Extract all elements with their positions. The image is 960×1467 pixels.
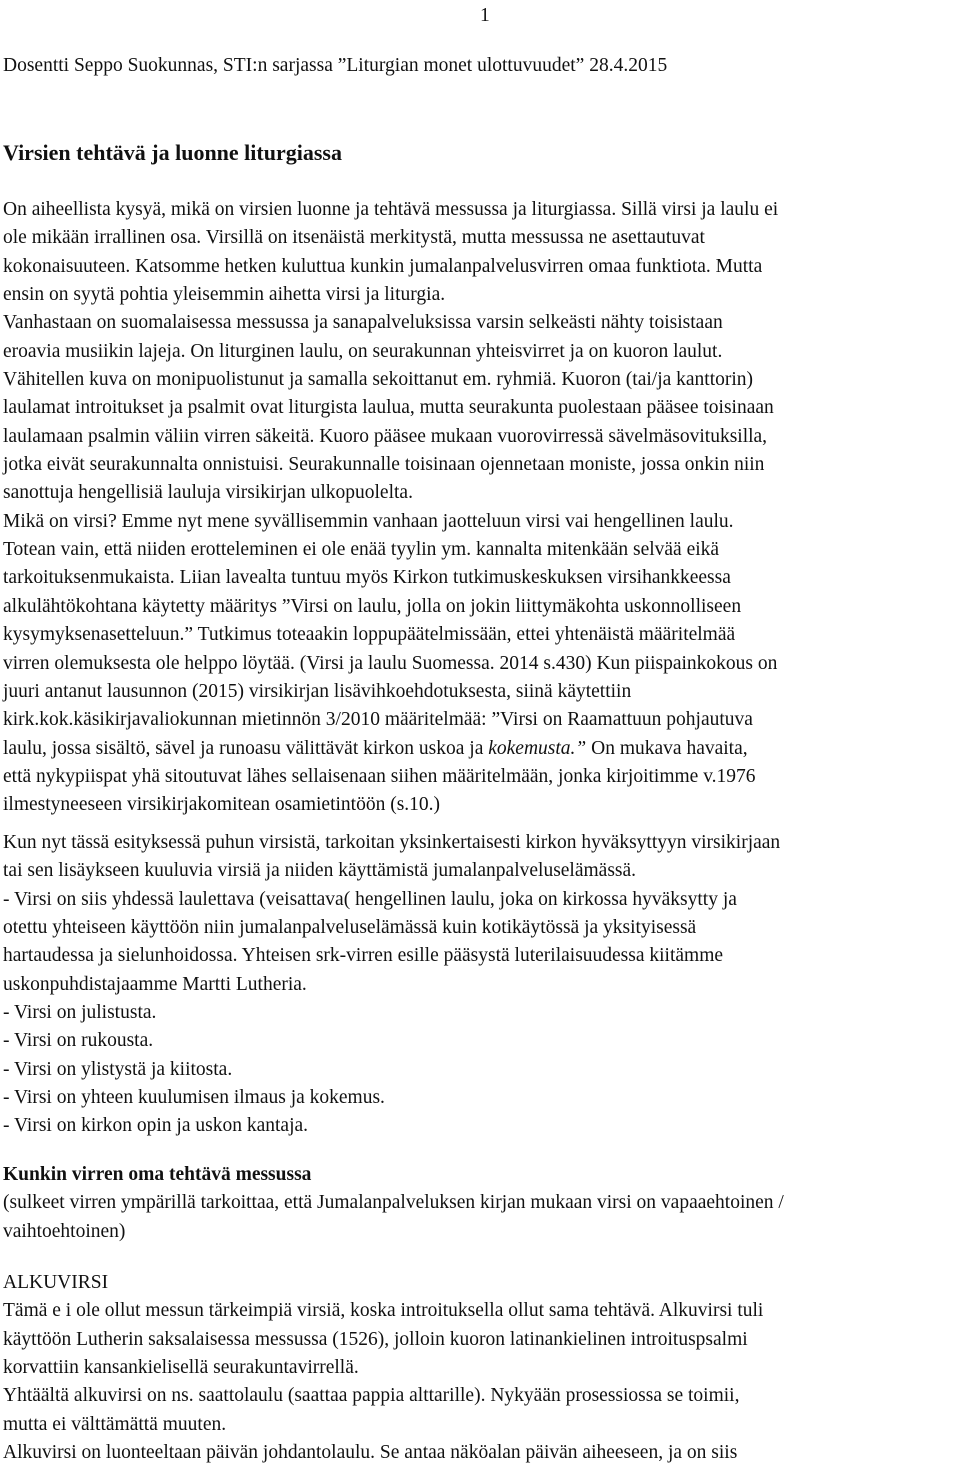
- text-line: (sulkeet virren ympärillä tarkoittaa, että Jumalanpalveluksen kirjan mukaan virsi on vapaaehtoinen /: [3, 1192, 784, 1214]
- text-line: kokonaisuuteen. Katsomme hetken kuluttua kunkin jumalanpalvelusvirren omaa funktiota. Mutta: [3, 255, 763, 277]
- text-line: tai sen lisäykseen kuuluvia virsiä ja niiden käyttämistä jumalanpalveluselämässä.: [3, 860, 637, 882]
- text-line: laulamaan psalmin väliin virren säkeitä. Kuoro pääsee mukaan vuorovirressä sävelmäsovituksilla,: [3, 425, 768, 447]
- text-segment: On mukava havaita,: [586, 737, 748, 759]
- text-line: korvattiin kansankielisellä seurakuntavirrellä.: [3, 1357, 359, 1379]
- hymn-roles-section: [3, 1161, 957, 1246]
- text-line: eroavia musiikin lajeja. On liturginen laulu, on seurakunnan yhteisvirret ja on kuoron laulut.: [3, 340, 723, 362]
- text-line: [3, 735, 957, 763]
- list-item: - Virsi on rukousta.: [3, 1030, 154, 1052]
- section-heading: Kunkin virren oma tehtävä messussa: [3, 1164, 312, 1185]
- text-line: tarkoituksenmukaista. Liian lavealta tuntuu myös Kirkon tutkimuskeskuksen virsihankkeessa: [3, 567, 731, 589]
- text-line: ilmestyneeseen virsikirjakomitean osamietintöön (s.10.): [3, 794, 441, 816]
- italic-quote: kokemusta.”: [488, 737, 587, 759]
- intro-section: [3, 196, 957, 820]
- text-line: hartaudessa ja sielunhoidossa. Yhteisen srk-virren esille pääsystä luterilaisuudessa kiitämme: [3, 945, 724, 967]
- text-line: virren olemuksesta ole helppo löytää. (Virsi ja laulu Suomessa. 2014 s.430) Kun piispainkokous on: [3, 652, 778, 674]
- text-line: jotka eivät seurakunnalta onnistuisi. Seurakunnalle toisinaan ojennetaan moniste, jossa onkin niin: [3, 454, 765, 476]
- opening-hymn-section: [3, 1269, 957, 1467]
- text-line: kysymyksenasetteluun.” Tutkimus toteaakin loppupäätelmissään, ettei yhtenäistä määritelmää: [3, 624, 736, 646]
- list-item: - Virsi on julistusta.: [3, 1002, 157, 1024]
- text-line: käyttöön Lutherin saksalaisessa messussa (1526), jolloin kuoron latinankielinen introituspsalmi: [3, 1328, 748, 1350]
- text-line: laulamat introitukset ja psalmit ovat liturgista laulua, mutta seurakunta puolestaan pääsee toisinaan: [3, 397, 774, 419]
- text-line: Vanhastaan on suomalaisessa messussa ja sanapalveluksissa varsin selkeästi nähty toisistaan: [3, 312, 723, 334]
- text-line: Yhtäältä alkuvirsi on ns. saattolaulu (saattaa pappia alttarille). Nykyään prosessiossa se toimii,: [3, 1385, 740, 1407]
- text-line: juuri antanut lausunnon (2015) virsikirjan lisävihkoehdotuksesta, siinä käytettiin: [3, 680, 632, 702]
- text-line: sanottuja hengellisiä lauluja virsikirjan ulkopuolelta.: [3, 482, 413, 504]
- text-line: alkulähtökohtana käytetty määritys ”Virsi on laulu, jolla on jokin liittymäkohta uskonnolliseen: [3, 595, 742, 617]
- text-line: että nykypiispat yhä sitoutuvat lähes sellaisenaan siihen määritelmään, jonka kirjoitimme v.1976: [3, 765, 756, 787]
- text-segment: laulu, jossa sisältö, sävel ja runoasu välittävät kirkon uskoa ja: [3, 737, 489, 759]
- lecture-subtitle: Dosentti Seppo Suokunnas, STI:n sarjassa ”Liturgian monet ulottuvuudet” 28.4.2015: [3, 55, 668, 76]
- text-line: ensin on syytä pohtia yleisemmin aihetta virsi ja liturgia.: [3, 284, 446, 306]
- text-line: Mikä on virsi? Emme nyt mene syvällisemmin vanhaan jaotteluun virsi vai hengellinen laulu.: [3, 510, 734, 532]
- text-line: vaihtoehtoinen): [3, 1220, 126, 1242]
- text-line: kirk.kok.käsikirjavaliokunnan mietinnön 3/2010 määritelmää: ”Virsi on Raamattuun pohjautuva: [3, 709, 753, 731]
- text-line: mutta ei välttämättä muuten.: [3, 1413, 227, 1435]
- list-item: - Virsi on yhteen kuulumisen ilmaus ja kokemus.: [3, 1087, 385, 1109]
- text-line: uskonpuhdistajaamme Martti Lutheria.: [3, 973, 307, 995]
- list-item: - Virsi on kirkon opin ja uskon kantaja.: [3, 1115, 309, 1137]
- text-line: Kun nyt tässä esityksessä puhun virsistä, tarkoitan yksinkertaisesti kirkon hyväksyttyyn virsikirjaan: [3, 832, 781, 853]
- document-title: Virsien tehtävä ja luonne liturgiassa: [3, 140, 342, 165]
- text-line: Alkuvirsi on luonteeltaan päivän johdantolaulu. Se antaa näköalan päivän aiheeseen, ja on siis: [3, 1442, 738, 1464]
- list-item: - Virsi on ylistystä ja kiitosta.: [3, 1058, 233, 1080]
- text-line: otettu yhteiseen käyttöön niin jumalanpalveluselämässä kuin kotikäytössä ja yksityisessä: [3, 917, 697, 939]
- definition-section: [3, 829, 957, 1141]
- text-line: Tämä e i ole ollut messun tärkeimpiä virsiä, koska introituksella ollut sama tehtävä. Alkuvirsi tuli: [3, 1300, 764, 1322]
- text-line: Vähitellen kuva on monipuolistunut ja samalla sekoittanut em. ryhmiä. Kuoron (tai/ja kanttorin): [3, 369, 754, 391]
- page-number: 1: [480, 5, 490, 26]
- text-line: ole mikään irrallinen osa. Virsillä on itsenäistä merkitystä, mutta messussa ne asettautuvat: [3, 227, 705, 249]
- text-line: On aiheellista kysyä, mikä on virsien luonne ja tehtävä messussa ja liturgiassa. Sillä virsi ja laulu ei: [3, 199, 779, 220]
- text-line: - Virsi on siis yhdessä laulettava (veisattava( hengellinen laulu, joka on kirkossa hyväksytty ja: [3, 888, 737, 910]
- text-line: Totean vain, että niiden erotteleminen ei ole enää tyylin ym. kannalta mitenkään selvää eikä: [3, 539, 720, 561]
- section-heading: ALKUVIRSI: [3, 1272, 109, 1293]
